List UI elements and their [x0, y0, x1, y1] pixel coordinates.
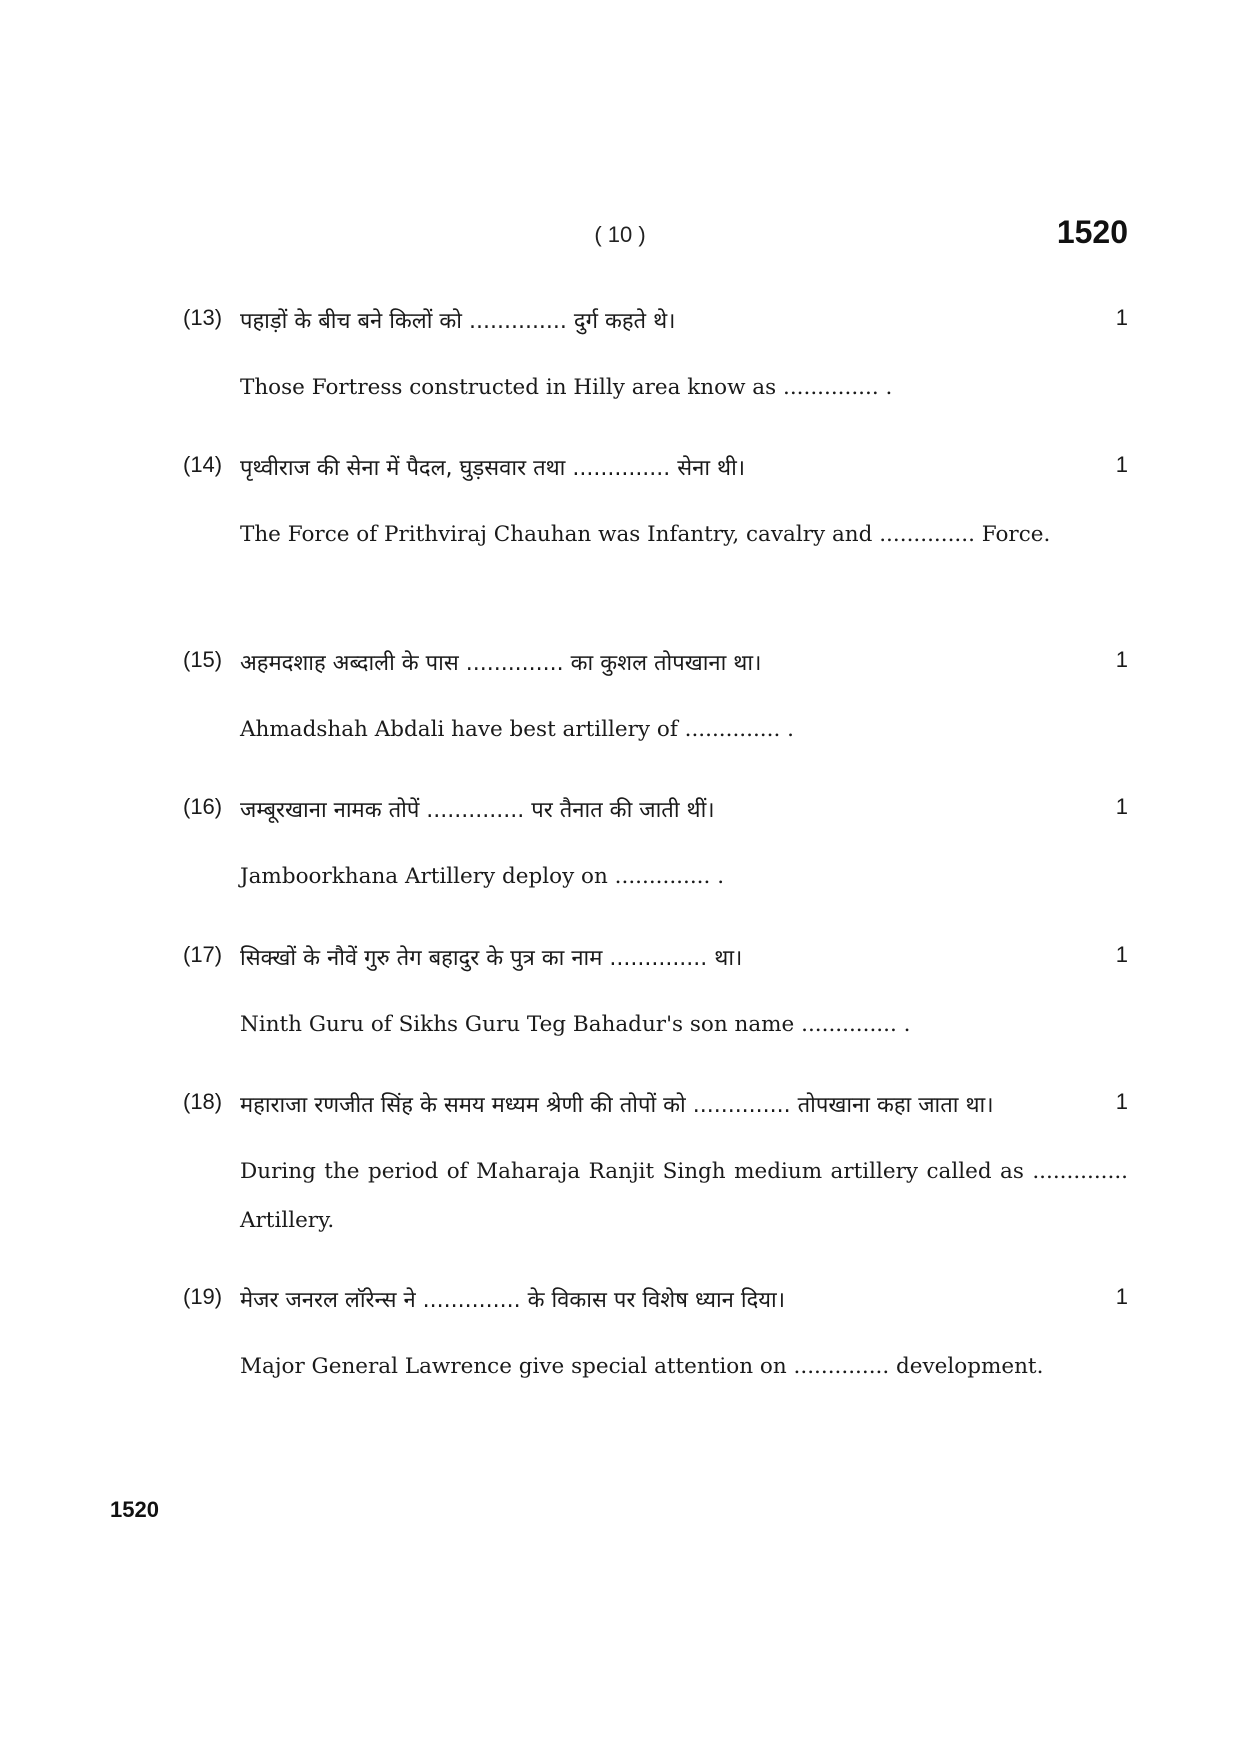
- question-text-hindi: पृथ्वीराज की सेना में पैदल, घुड़सवार तथा .............. सेना थी।: [240, 456, 746, 481]
- question-text-english: The Force of Prithviraj Chauhan was Infantry, cavalry and .............. Force.: [240, 522, 1051, 547]
- question-text-hindi: अहमदशाह अब्दाली के पास .............. का कुशल तोपखाना था।: [240, 651, 762, 676]
- question-text-hindi: सिक्खों के नौवें गुरु तेग बहादुर के पुत्र का नाम .............. था।: [240, 946, 743, 971]
- question-marks: 1: [1115, 942, 1128, 967]
- paper-code-footer: 1520: [110, 1497, 159, 1522]
- question-number: (16): [183, 794, 223, 819]
- question-number: (15): [183, 647, 223, 672]
- question-text-english: Ninth Guru of Sikhs Guru Teg Bahadur's son name .............. .: [240, 1012, 911, 1037]
- question-text-english: Jamboorkhana Artillery deploy on .............. .: [240, 864, 725, 889]
- question-marks: 1: [1115, 305, 1128, 330]
- question-number: (17): [183, 942, 223, 967]
- paper-code-header: 1520: [1056, 214, 1128, 250]
- question-number: (14): [183, 452, 223, 477]
- question-marks: 1: [1115, 794, 1128, 819]
- question-text-english: Major General Lawrence give special attention on .............. development.: [240, 1354, 1044, 1379]
- question-text-english: Ahmadshah Abdali have best artillery of .............. .: [240, 717, 794, 742]
- question-text-hindi: जम्बूरखाना नामक तोपें .............. पर तैनात की जाती थीं।: [240, 798, 715, 823]
- question-number: (18): [183, 1089, 223, 1114]
- question-number: (19): [183, 1284, 223, 1309]
- question-text-hindi: पहाड़ों के बीच बने किलों को .............. दुर्ग कहते थे।: [240, 309, 676, 334]
- question-text-hindi: मेजर जनरल लॉरेन्स ने .............. के विकास पर विशेष ध्यान दिया।: [240, 1288, 786, 1313]
- question-marks: 1: [1115, 1284, 1128, 1309]
- question-text-hindi: महाराजा रणजीत सिंह के समय मध्यम श्रेणी की तोपों को .............. तोपखाना कहा जाता था।: [240, 1093, 994, 1118]
- question-marks: 1: [1115, 647, 1128, 672]
- question-text-english: Those Fortress constructed in Hilly area know as .............. .: [240, 375, 893, 400]
- page-number: ( 10 ): [594, 222, 646, 247]
- question-marks: 1: [1115, 452, 1128, 477]
- question-marks: 1: [1115, 1089, 1128, 1114]
- question-text-english: During the period of Maharaja Ranjit Singh medium artillery called as .............. Artillery.: [240, 1159, 1128, 1233]
- question-number: (13): [183, 305, 223, 330]
